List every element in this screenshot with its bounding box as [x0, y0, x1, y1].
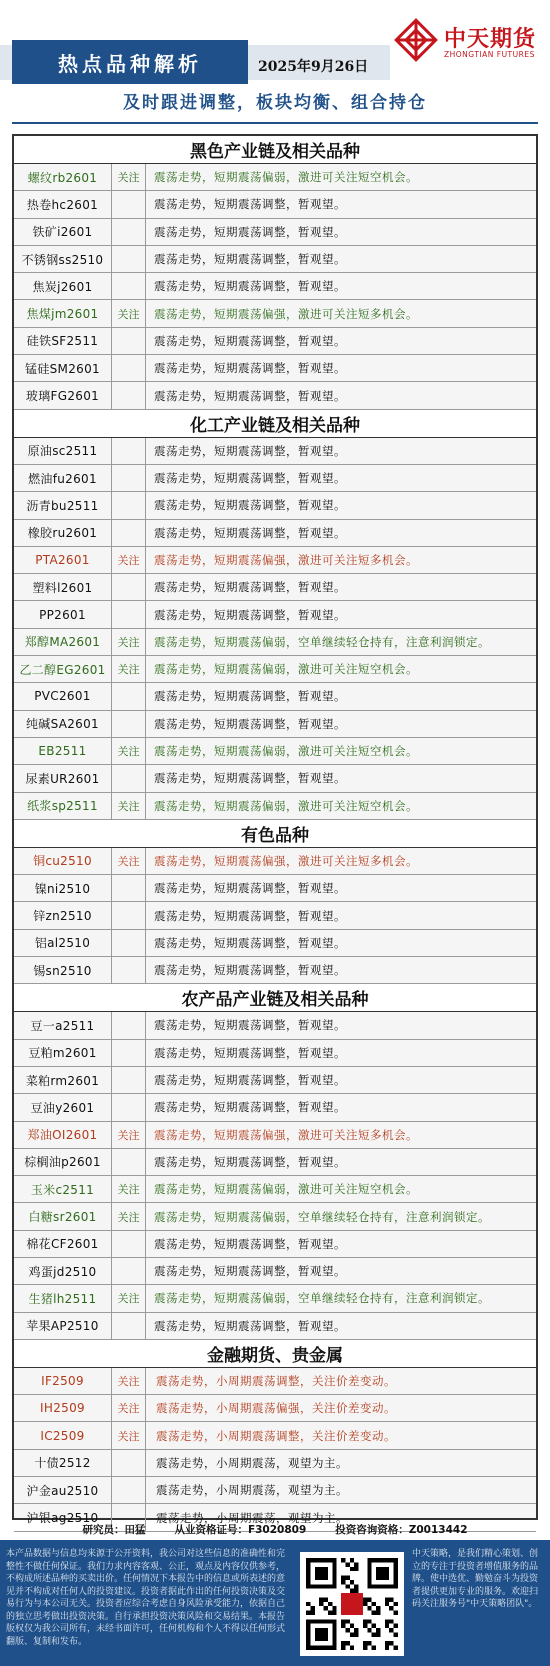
- outlook-text: 震荡走势，短期震荡调整，暂观望。: [154, 1318, 346, 1333]
- focus-tag: [112, 1477, 146, 1503]
- table-row: [14, 1285, 536, 1312]
- table-row: [14, 273, 536, 300]
- table-row: [14, 520, 536, 547]
- outlook-text: 震荡走势，短期震荡调整，暂观望。: [154, 1236, 346, 1251]
- contract-name: 硅铁SF2511: [14, 328, 112, 354]
- outlook-text: 震荡走势，小周期震荡调整，关注价差变动。: [156, 1428, 396, 1443]
- report-header: [0, 0, 550, 86]
- focus-tag: [112, 1012, 146, 1038]
- contract-name: PP2601: [14, 601, 112, 627]
- table-row: [14, 1258, 536, 1285]
- contract-name: 铝al2510: [14, 930, 112, 956]
- report-date: 2025年9月26日: [258, 59, 369, 75]
- table-row: [14, 382, 536, 409]
- focus-tag: [112, 875, 146, 901]
- license-number: 从业资格证号：F3020809: [174, 1524, 307, 1536]
- outlook-text: 震荡走势，短期震荡调整，暂观望。: [154, 963, 346, 978]
- outlook-text: 震荡走势，短期震荡调整，暂观望。: [154, 471, 346, 486]
- focus-tag: [112, 438, 146, 464]
- outlook-text: 震荡走势，短期震荡调整，暂观望。: [154, 388, 346, 403]
- table-row: [14, 711, 536, 738]
- outlook-text: 震荡走势，短期震荡调整，暂观望。: [154, 1073, 346, 1088]
- outlook-text: 震荡走势，短期震荡偏弱，激进可关注短空机会。: [154, 798, 418, 813]
- table-row: [14, 1122, 536, 1149]
- contract-name: EB2511: [14, 738, 112, 764]
- table-row: [14, 930, 536, 957]
- focus-tag: [112, 382, 146, 408]
- focus-tag: [112, 273, 146, 299]
- focus-tag: 关注: [112, 629, 146, 655]
- outlook-text: 震荡走势，短期震荡调整，暂观望。: [154, 1154, 346, 1169]
- analysis-table: [12, 134, 538, 1525]
- outlook-text: 震荡走势，短期震荡调整，暂观望。: [154, 771, 346, 786]
- contract-name: 纯碱SA2601: [14, 711, 112, 737]
- contract-name: 不锈钢ss2510: [14, 246, 112, 272]
- table-row: [14, 1477, 536, 1504]
- focus-tag: [112, 1313, 146, 1339]
- table-row: [14, 848, 536, 875]
- focus-tag: [112, 930, 146, 956]
- outlook-text: 震荡走势，短期震荡调整，暂观望。: [154, 1045, 346, 1060]
- focus-tag: [112, 520, 146, 546]
- divider: [12, 122, 538, 124]
- table-row: [14, 328, 536, 355]
- table-row: [14, 1094, 536, 1121]
- table-row: [14, 1231, 536, 1258]
- table-row: [14, 1149, 536, 1176]
- contract-name: 锡sn2510: [14, 957, 112, 983]
- outlook-text: 震荡走势，小周期震荡，观望为主。: [156, 1510, 348, 1525]
- focus-tag: [112, 1149, 146, 1175]
- focus-tag: [112, 492, 146, 518]
- section-header: 有色品种: [14, 820, 536, 848]
- focus-tag: [112, 601, 146, 627]
- table-row: [14, 300, 536, 327]
- table-row: [14, 1203, 536, 1230]
- outlook-text: 震荡走势，短期震荡偏弱，激进可关注短空机会。: [154, 1182, 418, 1197]
- focus-tag: 关注: [112, 1422, 146, 1448]
- brand-note: 中天策略，是我们精心策划、创立的专注于投资者增值服务的品牌。使中选优、勤勉奋斗为投资者提供更加专业的服务。欢迎扫码关注服务号"中天策略团队"。: [412, 1549, 539, 1609]
- report-subtitle: 及时跟进调整，板块均衡、组合持仓: [123, 93, 427, 113]
- outlook-text: 震荡走势，小周期震荡调整，关注价差变动。: [156, 1374, 396, 1389]
- focus-tag: [112, 1231, 146, 1257]
- outlook-text: 震荡走势，短期震荡调整，暂观望。: [154, 279, 346, 294]
- contract-name: 热卷hc2601: [14, 191, 112, 217]
- contract-name: 沪银ag2510: [14, 1504, 112, 1530]
- outlook-text: 震荡走势，短期震荡偏强，激进可关注短多机会。: [154, 1127, 418, 1142]
- focus-tag: [112, 574, 146, 600]
- outlook-text: 震荡走势，短期震荡调整，暂观望。: [154, 224, 346, 239]
- outlook-text: 震荡走势，短期震荡调整，暂观望。: [154, 935, 346, 950]
- table-row: [14, 492, 536, 519]
- table-row: [14, 1313, 536, 1340]
- focus-tag: [112, 1258, 146, 1284]
- table-row: [14, 219, 536, 246]
- outlook-text: 震荡走势，短期震荡偏强，激进可关注短多机会。: [154, 853, 418, 868]
- focus-tag: 关注: [112, 164, 146, 190]
- contract-name: 纸浆sp2511: [14, 793, 112, 819]
- outlook-text: 震荡走势，短期震荡调整，暂观望。: [154, 881, 346, 896]
- focus-tag: [112, 465, 146, 491]
- outlook-text: 震荡走势，短期震荡调整，暂观望。: [154, 361, 346, 376]
- focus-tag: [112, 957, 146, 983]
- contract-name: 鸡蛋jd2510: [14, 1258, 112, 1284]
- outlook-text: 震荡走势，短期震荡调整，暂观望。: [154, 498, 346, 513]
- company-logo: [392, 8, 542, 78]
- table-row: [14, 601, 536, 628]
- focus-tag: 关注: [112, 848, 146, 874]
- outlook-text: 震荡走势，短期震荡偏弱，激进可关注短空机会。: [154, 662, 418, 677]
- table-row: [14, 1012, 536, 1039]
- focus-tag: 关注: [112, 793, 146, 819]
- contract-name: IC2509: [14, 1422, 112, 1448]
- qr-code-icon[interactable]: [300, 1552, 404, 1656]
- focus-tag: 关注: [112, 1203, 146, 1229]
- table-row: [14, 438, 536, 465]
- contract-name: 豆油y2601: [14, 1094, 112, 1120]
- outlook-text: 震荡走势，短期震荡调整，暂观望。: [154, 333, 346, 348]
- focus-tag: 关注: [112, 300, 146, 326]
- section-header: 金融期货、贵金属: [14, 1340, 536, 1368]
- outlook-text: 震荡走势，小周期震荡，观望为主。: [156, 1483, 348, 1498]
- focus-tag: [112, 355, 146, 381]
- contract-name: 镍ni2510: [14, 875, 112, 901]
- section-header: 黑色产业链及相关品种: [14, 136, 536, 164]
- table-row: [14, 793, 536, 820]
- focus-tag: [112, 1067, 146, 1093]
- focus-tag: [112, 765, 146, 791]
- contract-name: 塑料l2601: [14, 574, 112, 600]
- table-row: [14, 355, 536, 382]
- table-row: [14, 246, 536, 273]
- contract-name: 郑油OI2601: [14, 1122, 112, 1148]
- contract-name: 玉米c2511: [14, 1176, 112, 1202]
- outlook-text: 震荡走势，小周期震荡，观望为主。: [156, 1455, 348, 1470]
- outlook-text: 震荡走势，短期震荡调整，暂观望。: [154, 1100, 346, 1115]
- outlook-text: 震荡走势，短期震荡调整，暂观望。: [154, 1018, 346, 1033]
- disclaimer-text: 本产品数据与信息均来源于公开资料，我公司对这些信息的准确性和完整性不做任何保证。我们力求内容客观、公正，观点及内容仅供参考，不构成所述品种的买卖出价。任何情况下本报告中的信息或所表述的意见并不构成对任何人的投资建议。投资者据此作出的任何投资决策及交易行为与本公司无关。投资者应综合考虑自身风险承受能力，依据自己的独立思考做出投资决策。自行承担投资决策风险和交易结果。本报告版权仅为我公司所有，未经书面许可，任何机构和个人不得以任何形式翻版、复制和发布。: [6, 1549, 286, 1647]
- outlook-text: 震荡走势，短期震荡偏弱，空单继续轻仓持有，注意利润锁定。: [154, 1291, 490, 1306]
- table-row: [14, 656, 536, 683]
- outlook-text: 震荡走势，短期震荡调整，暂观望。: [154, 1264, 346, 1279]
- focus-tag: 关注: [112, 1395, 146, 1421]
- outlook-text: 震荡走势，短期震荡调整，暂观望。: [154, 908, 346, 923]
- table-row: [14, 164, 536, 191]
- contract-name: 沥青bu2511: [14, 492, 112, 518]
- focus-tag: [112, 219, 146, 245]
- focus-tag: 关注: [112, 738, 146, 764]
- outlook-text: 震荡走势，短期震荡调整，暂观望。: [154, 580, 346, 595]
- section-header: 化工产业链及相关品种: [14, 410, 536, 438]
- contract-name: 锌zn2510: [14, 902, 112, 928]
- outlook-text: 震荡走势，短期震荡调整，暂观望。: [154, 252, 346, 267]
- contract-name: 豆一a2511: [14, 1012, 112, 1038]
- table-row: [14, 875, 536, 902]
- focus-tag: 关注: [112, 547, 146, 573]
- contract-name: 焦煤jm2601: [14, 300, 112, 326]
- contract-name: 橡胶ru2601: [14, 520, 112, 546]
- contract-name: 燃油fu2601: [14, 465, 112, 491]
- contract-name: 锰硅SM2601: [14, 355, 112, 381]
- outlook-text: 震荡走势，短期震荡调整，暂观望。: [154, 443, 346, 458]
- focus-tag: [112, 328, 146, 354]
- report-title: 热点品种解析: [12, 40, 248, 84]
- contract-name: 豆粕m2601: [14, 1040, 112, 1066]
- logo-mark-icon: [392, 16, 440, 64]
- table-row: [14, 1040, 536, 1067]
- logo-chinese: 中天期货: [444, 27, 537, 52]
- table-row: [14, 1422, 536, 1449]
- table-row: [14, 738, 536, 765]
- contract-name: 原油sc2511: [14, 438, 112, 464]
- table-row: [14, 902, 536, 929]
- focus-tag: [112, 191, 146, 217]
- contract-name: 焦炭j2601: [14, 273, 112, 299]
- table-row: [14, 1450, 536, 1477]
- table-row: [14, 1176, 536, 1203]
- focus-tag: [112, 1450, 146, 1476]
- contract-name: PTA2601: [14, 547, 112, 573]
- table-row: [14, 191, 536, 218]
- outlook-text: 震荡走势，短期震荡偏强，激进可关注短多机会。: [154, 306, 418, 321]
- table-row: [14, 1395, 536, 1422]
- table-row: [14, 765, 536, 792]
- outlook-text: 震荡走势，短期震荡偏弱，激进可关注短空机会。: [154, 744, 418, 759]
- contract-name: 铜cu2510: [14, 848, 112, 874]
- contract-name: 螺纹rb2601: [14, 164, 112, 190]
- footer: [0, 1542, 550, 1666]
- contract-name: 沪金au2510: [14, 1477, 112, 1503]
- outlook-text: 震荡走势，小周期震荡偏强，关注价差变动。: [156, 1401, 396, 1416]
- contract-name: 棕榈油p2601: [14, 1149, 112, 1175]
- outlook-text: 震荡走势，短期震荡偏弱，空单继续轻仓持有，注意利润锁定。: [154, 1209, 490, 1224]
- table-row: [14, 1067, 536, 1094]
- contract-name: IH2509: [14, 1395, 112, 1421]
- contract-name: 玻璃FG2601: [14, 382, 112, 408]
- researcher-info: [12, 1522, 538, 1538]
- contract-name: 十债2512: [14, 1450, 112, 1476]
- contract-name: 乙二醇EG2601: [14, 656, 112, 682]
- table-row: [14, 574, 536, 601]
- focus-tag: 关注: [112, 1368, 146, 1394]
- table-row: [14, 1368, 536, 1395]
- focus-tag: [112, 1094, 146, 1120]
- contract-name: 苹果AP2510: [14, 1313, 112, 1339]
- outlook-text: 震荡走势，短期震荡调整，暂观望。: [154, 716, 346, 731]
- outlook-text: 震荡走势，短期震荡调整，暂观望。: [154, 525, 346, 540]
- focus-tag: 关注: [112, 1285, 146, 1311]
- outlook-text: 震荡走势，短期震荡偏强，激进可关注短多机会。: [154, 553, 418, 567]
- contract-name: 生猪lh2511: [14, 1285, 112, 1311]
- contract-name: 菜粕rm2601: [14, 1067, 112, 1093]
- table-row: [14, 957, 536, 984]
- outlook-text: 震荡走势，短期震荡调整，暂观望。: [154, 197, 346, 212]
- focus-tag: [112, 683, 146, 709]
- table-row: [14, 629, 536, 656]
- focus-tag: [112, 711, 146, 737]
- contract-name: 铁矿i2601: [14, 219, 112, 245]
- contract-name: 尿素UR2601: [14, 765, 112, 791]
- focus-tag: [112, 246, 146, 272]
- logo-english: ZHONGTIAN FUTURES: [444, 50, 535, 59]
- researcher-name: 研究员：田猛: [82, 1524, 146, 1536]
- contract-name: 郑醇MA2601: [14, 629, 112, 655]
- table-row: [14, 683, 536, 710]
- outlook-text: 震荡走势，短期震荡偏弱，空单继续轻仓持有，注意利润锁定。: [154, 634, 490, 649]
- outlook-text: 震荡走势，短期震荡偏弱，激进可关注短空机会。: [154, 170, 418, 185]
- table-row: [14, 547, 536, 574]
- focus-tag: [112, 1040, 146, 1066]
- section-header: 农产品产业链及相关品种: [14, 984, 536, 1012]
- outlook-text: 震荡走势，短期震荡调整，暂观望。: [154, 689, 346, 704]
- outlook-text: 震荡走势，短期震荡调整，暂观望。: [154, 607, 346, 622]
- contract-name: PVC2601: [14, 683, 112, 709]
- focus-tag: [112, 902, 146, 928]
- advisor-license: 投资咨询资格：Z0013442: [335, 1524, 468, 1536]
- contract-name: 白糖sr2601: [14, 1203, 112, 1229]
- focus-tag: 关注: [112, 1176, 146, 1202]
- qr-code-pattern: [306, 1558, 398, 1650]
- table-row: [14, 465, 536, 492]
- focus-tag: 关注: [112, 656, 146, 682]
- focus-tag: 关注: [112, 1122, 146, 1148]
- contract-name: 棉花CF2601: [14, 1231, 112, 1257]
- contract-name: IF2509: [14, 1368, 112, 1394]
